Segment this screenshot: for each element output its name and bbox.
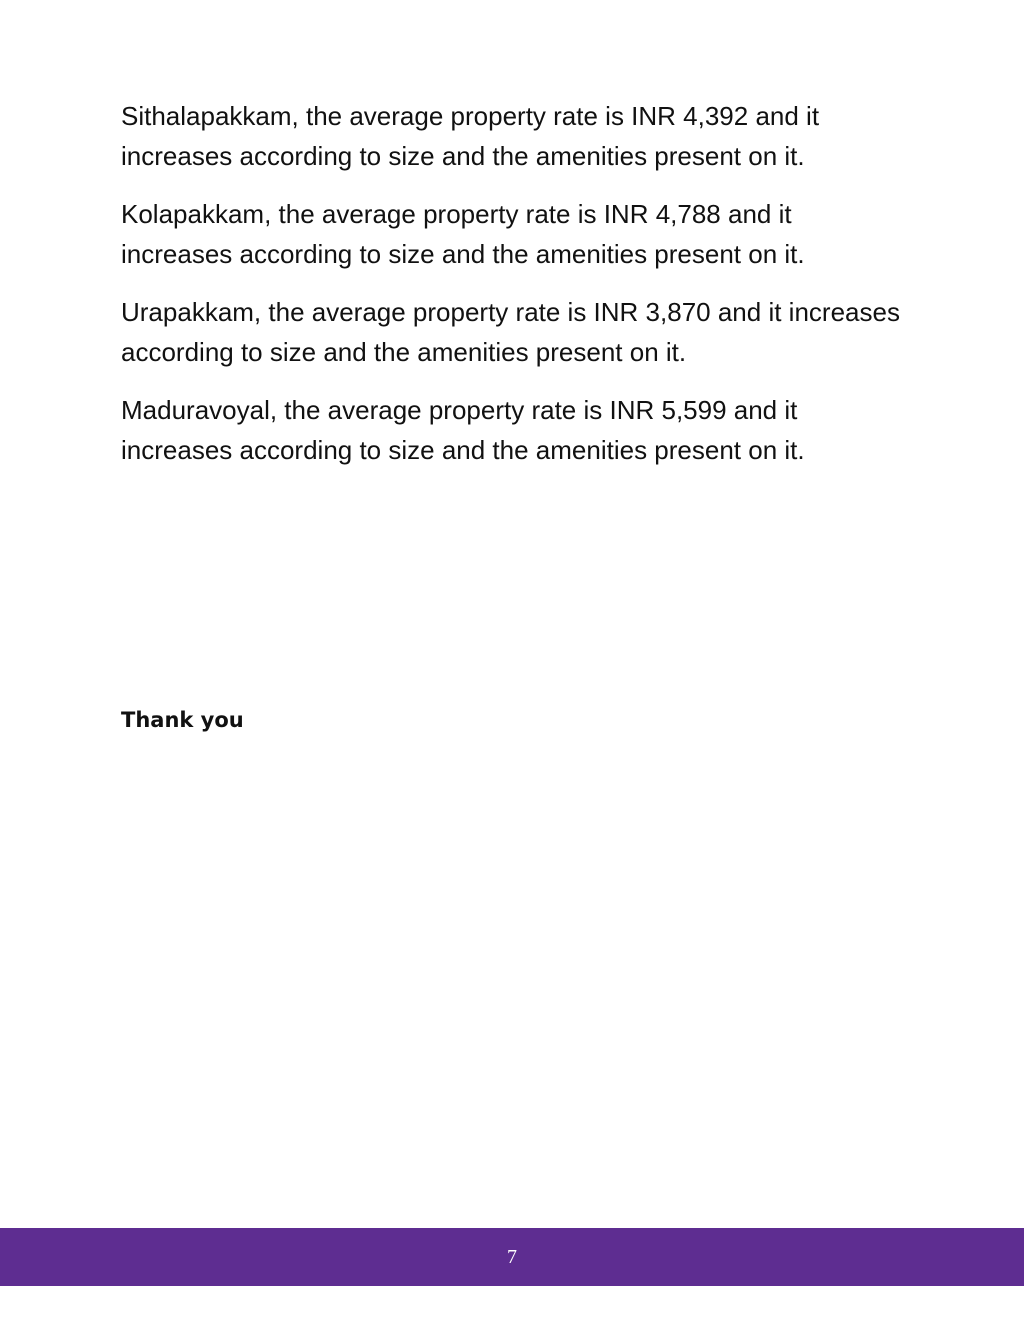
body-text	[121, 96, 901, 488]
footer-bar	[0, 1228, 1024, 1286]
paragraph-kolapakkam: Kolapakkam, the average property rate is INR 4,788 and it increases according to size and the amenities present on it.	[121, 199, 805, 269]
page-number: 7	[507, 1245, 517, 1268]
closing-text: Thank you	[121, 708, 244, 732]
paragraph-sithalapakkam: Sithalapakkam, the average property rate is INR 4,392 and it increases according to size and the amenities present on it.	[121, 101, 820, 171]
paragraph-maduravoyal: Maduravoyal, the average property rate is INR 5,599 and it increases according to size and the amenities present on it.	[121, 395, 805, 465]
paragraph-urapakkam: Urapakkam, the average property rate is INR 3,870 and it increases according to size and the amenities present on it.	[121, 297, 900, 367]
